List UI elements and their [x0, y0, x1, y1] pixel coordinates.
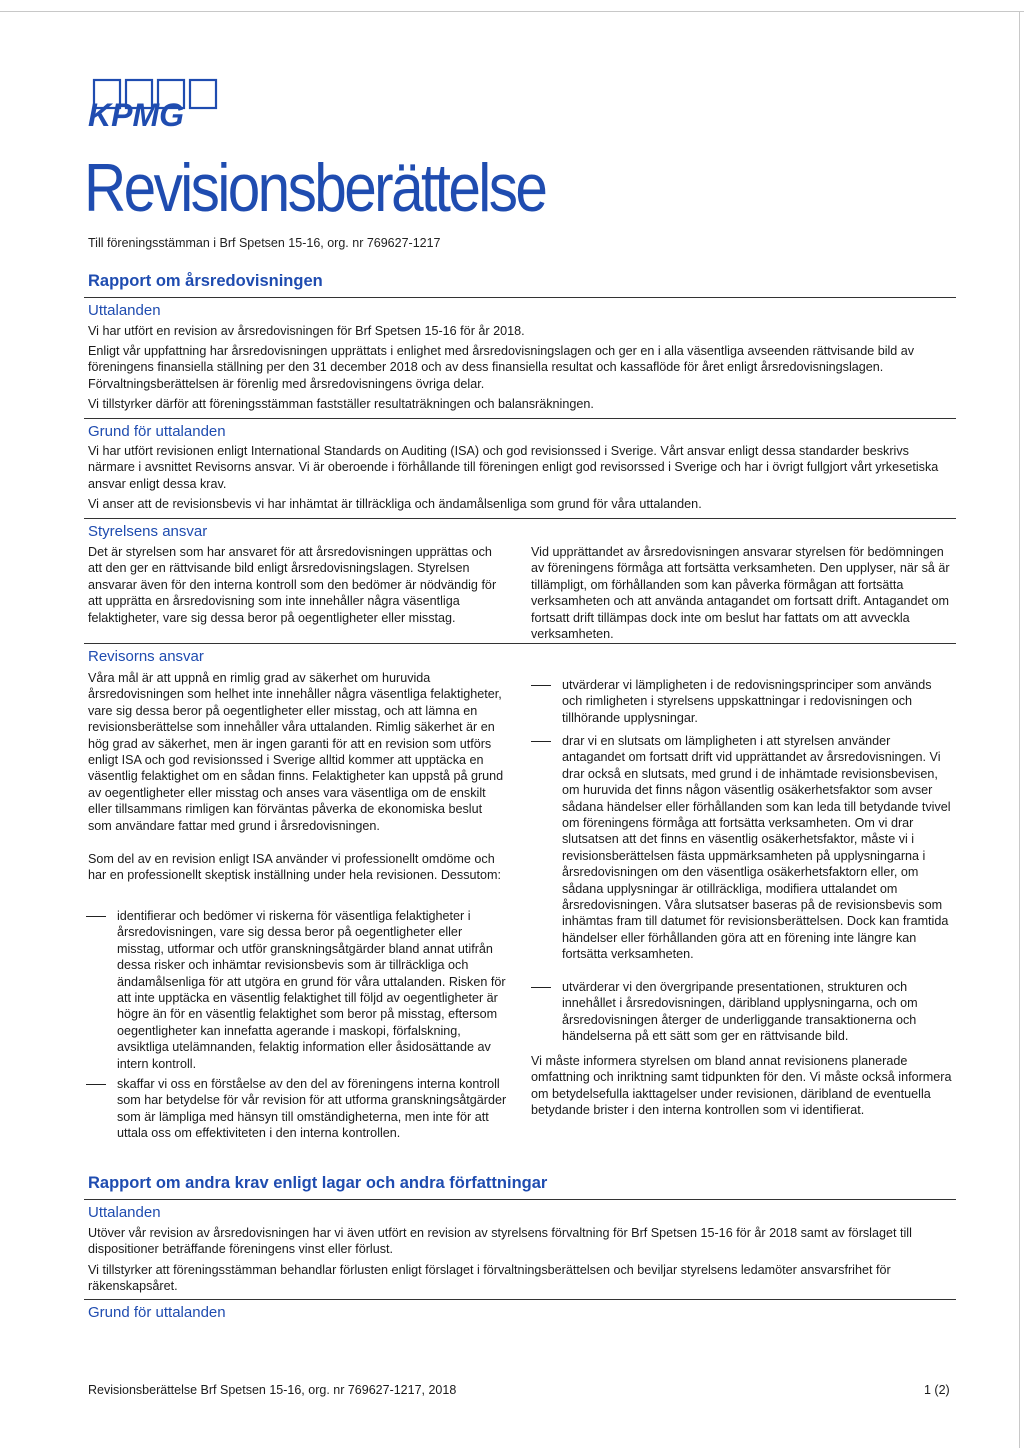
paragraph-revisorn-right: Vi måste informera styrelsen om bland annat revisionens planerade omfattning och inriktning samt tidpunkten för den. Vi måste också informera om betydelsefulla iakttagelser under revisionen, däribland de eventuella betydande brister i den interna kontrollen som vi identifierat.	[531, 1054, 952, 1118]
bullet-item-4: drar vi en slutsats om lämpligheten i att styrelsen använder antagandet om fortsatt drift vid upprättandet av årsredovisningen. Vi drar också en slutsats, med grund i de inhämtade revisionsbevisen, om huruvida det finns någon väsentlig osäkerhetsfaktor som avser sådana händelser eller förhållanden som kan leda till betydande tvivel om föreningens förmåga att fortsätta verksamheten. Om vi drar slutsatsen att det finns en väsentlig osäkerhetsfaktor, måste vi i revisionsberättelsen fästa uppmärksamheten på upplysningarna i årsredovisningen om den väsentliga osäkerhetsfaktorn eller, om sådana upplysningar är otillräckliga, modifiera uttalandet om årsredovisningen. Våra slutsatser baseras på de revisionsbevis som inhämtas fram till datumet för revisionsberättelsen. Dock kan framtida händelser eller förhållanden göra att en förening inte längre kan fortsätta verksamheten.	[562, 734, 951, 962]
paragraph-uttalanden-1: Vi har utfört en revision av årsredovisningen för Brf Spetsen 15-16 för år 2018.	[88, 324, 525, 338]
paragraph-uttalanden2-2: Vi tillstyrker att föreningsstämman behandlar förlusten enligt förslaget i förvaltningsberättelsen och beviljar styrelsens ledamöter ansvarsfrihet för räkenskapsåret.	[88, 1263, 891, 1294]
subheading-grund-2: Grund för uttalanden	[88, 1304, 226, 1321]
subheading-revisorns-ansvar: Revisorns ansvar	[88, 648, 204, 665]
paragraph-revisorn-left-1: Våra mål är att uppnå en rimlig grad av säkerhet om huruvida årsredovisningen som helhet inte innehåller några väsentliga felaktigheter, vare sig dessa beror på oegentligheter eller misstag, och att lämna en revisionsberättelse som innehåller våra uttalanden. Rimlig säkerhet är en hög grad av säkerhet, men är ingen garanti för att en revision som utförs enligt ISA och god revisionssed i Sverige alltid kommer att upptäcka en väsentlig felaktighet om en sådan finns. Felaktigheter kan uppstå på grund av oegentligheter eller misstag och anses vara väsentliga om de enskilt eller tillsammans rimligen kan förväntas påverka de ekonomiska beslut som användare fattar med grund i årsredovisningen.	[88, 671, 504, 833]
subheading-grund: Grund för uttalanden	[88, 423, 226, 440]
bullet-item-3: utvärderar vi lämpligheten i de redovisningsprinciper som används och rimligheten i styrelsens uppskattningar i redovisningen och tillhörande upplysningar.	[562, 678, 932, 725]
paragraph-grund-1: Vi har utfört revisionen enligt International Standards on Auditing (ISA) och god revisionssed i Sverige. Vårt ansvar enligt dessa standarder beskrivs närmare i avsnittet Revisorns ansvar. Vi är oberoende i förhållande till föreningen enligt god revisorssed i Sverige och har i övrigt fullgjort vårt yrkesetiska ansvar enligt dessa krav.	[88, 444, 939, 491]
footer-document-info: Revisionsberättelse Brf Spetsen 15-16, org. nr 769627-1217, 2018	[88, 1383, 457, 1397]
page-edge-top	[0, 11, 1024, 12]
paragraph-styrelsen-right: Vid upprättandet av årsredovisningen ansvarar styrelsen för bedömningen av föreningens förmåga att fortsätta verksamheten. Den upplyser, när så är tillämpligt, om förhållanden som kan påverka förmågan att fortsätta verksamheten och att använda antagandet om fortsatt drift. Antagandet om fortsatt drift tillämpas dock inte om beslut har fattats om att avveckla verksamheten.	[531, 545, 950, 642]
paragraph-styrelsen-left: Det är styrelsen som har ansvaret för att årsredovisningen upprättas och att den ger en rättvisande bild enligt årsredovisningslagen. Styrelsen ansvarar även för den interna kontroll som den bedömer är nödvändig för att upprätta en årsredovisning som inte innehåller några väsentliga felaktigheter, vare sig dessa beror på oegentligheter eller misstag.	[88, 545, 497, 625]
divider	[84, 643, 956, 644]
paragraph-uttalanden-2: Enligt vår uppfattning har årsredovisningen upprättats i enlighet med årsredovisningslagen och ger en i alla väsentliga avseenden rättvisande bild av föreningens finansiella ställning per den 31 december 2018 och av dess finansiella resultat och kassaflöde för året enligt årsredovisningslagen. Förvaltningsberättelsen är förenlig med årsredovisningens övriga delar.	[88, 344, 915, 391]
page-edge-right	[1019, 11, 1020, 1448]
subheading-uttalanden: Uttalanden	[88, 302, 161, 319]
addressee-line: Till föreningsstämman i Brf Spetsen 15-16, org. nr 769627-1217	[88, 236, 441, 250]
subheading-styrelsens-ansvar: Styrelsens ansvar	[88, 523, 208, 540]
paragraph-revisorn-left-2: Som del av en revision enligt ISA använder vi professionellt omdöme och har en professionellt skeptisk inställning under hela revisionen. Dessutom:	[88, 852, 502, 883]
divider	[84, 418, 956, 419]
page-title: Revisionsberättelse	[84, 150, 546, 226]
bullet-item-5: utvärderar vi den övergripande presentationen, strukturen och innehållet i årsredovisningen, däribland upplysningarna, och om årsredovisningen återger de underliggande transaktionerna och händelserna på ett sätt som ger en rättvisande bild.	[562, 980, 918, 1044]
bullet-dash	[531, 685, 551, 686]
bullet-dash	[531, 741, 551, 742]
bullet-dash	[86, 916, 106, 917]
paragraph-grund-2: Vi anser att de revisionsbevis vi har inhämtat är tillräckliga och ändamålsenliga som grund för våra uttalanden.	[88, 497, 702, 511]
paragraph-uttalanden2-1: Utöver vår revision av årsredovisningen har vi även utfört en revision av styrelsens förvaltning för Brf Spetsen 15-16 för år 2018 samt av förslaget till dispositioner beträffande föreningens vinst eller förlust.	[88, 1226, 912, 1257]
kpmg-logo	[88, 78, 228, 130]
section-heading-report-arsredovisningen: Rapport om årsredovisningen	[88, 272, 323, 290]
section-heading-report-andra-krav: Rapport om andra krav enligt lagar och andra författningar	[88, 1174, 548, 1192]
divider	[84, 297, 956, 298]
bullet-dash	[531, 987, 551, 988]
kpmg-logo-text: KPMG	[88, 97, 184, 130]
bullet-item-1: identifierar och bedömer vi riskerna för väsentliga felaktigheter i årsredovisningen, vare sig dessa beror på oegentligheter eller misstag, utformar och utför granskningsåtgärder bland annat utifrån dessa risker och inhämtar revisionsbevis som är tillräckliga och ändamålsenliga för att utgöra en grund för våra uttalanden. Risken för att inte upptäcka en väsentlig felaktighet till följd av oegentligheter är högre än för en väsentlig felaktighet som beror på misstag, eftersom oegentligheter kan innefatta agerande i maskopi, förfalskning, avsiktliga utelämnanden, felaktig information eller åsidosättande av intern kontroll.	[117, 909, 506, 1071]
divider	[84, 1199, 956, 1200]
footer-page-number: 1 (2)	[924, 1383, 950, 1397]
subheading-uttalanden-2: Uttalanden	[88, 1204, 161, 1221]
bullet-item-2: skaffar vi oss en förståelse av den del av föreningens interna kontroll som har betydelse för vår revision för att utforma granskningsåtgärder som är lämpliga med hänsyn till omständigheterna, men inte för att uttala oss om effektiviteten i den interna kontrollen.	[117, 1077, 507, 1141]
paragraph-uttalanden-3: Vi tillstyrker därför att föreningsstämman fastställer resultaträkningen och balansräkningen.	[88, 397, 594, 411]
divider	[84, 1299, 956, 1300]
divider	[84, 518, 956, 519]
bullet-dash	[86, 1084, 106, 1085]
